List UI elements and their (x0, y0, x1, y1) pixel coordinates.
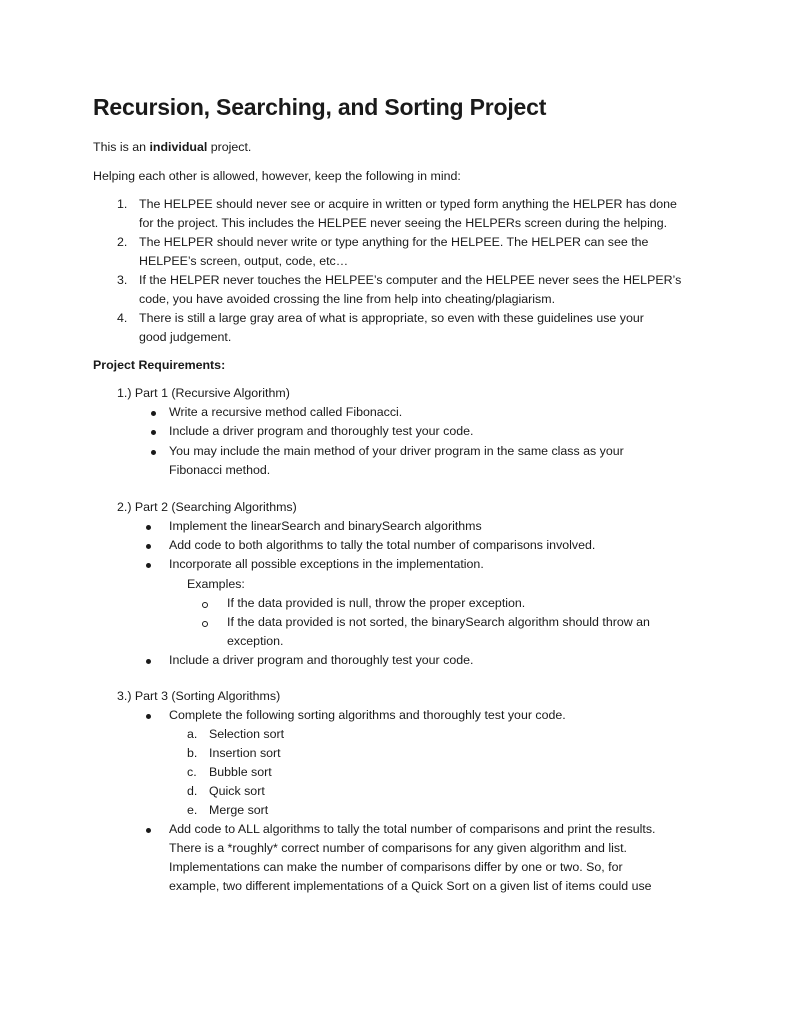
helping-note: Helping each other is allowed, however, keep the following in mind: (93, 169, 461, 183)
rule-text: good judgement. (139, 330, 232, 344)
bullet-text: Fibonacci method. (169, 463, 271, 477)
bullet-icon (151, 450, 156, 455)
sub-bullet-icon (202, 621, 208, 627)
intro-prefix: This is an (93, 140, 150, 154)
bullet-text: Implementations can make the number of comparisons differ by one or two. So, for (169, 860, 623, 874)
example-text: If the data provided is null, throw the proper exception. (227, 596, 526, 610)
bullet-text: Complete the following sorting algorithms and thoroughly test your code. (169, 708, 566, 722)
bullet-text: There is a *roughly* correct number of comparisons for any given algorithm and list. (169, 841, 627, 855)
part-heading: 2.) Part 2 (Searching Algorithms) (117, 500, 297, 514)
sort-letter: e. (187, 803, 198, 817)
example-text: exception. (227, 634, 284, 648)
sort-letter: b. (187, 746, 198, 760)
sub-bullet-icon (202, 602, 208, 608)
rule-number: 3. (117, 273, 128, 287)
sort-name: Quick sort (209, 784, 265, 798)
bullet-text: Write a recursive method called Fibonacci. (169, 405, 403, 419)
requirements-heading: Project Requirements: (93, 358, 226, 372)
sort-letter: d. (187, 784, 198, 798)
intro-emphasis: individual (149, 140, 208, 154)
bullet-text: example, two different implementations of a Quick Sort on a given list of items could use (169, 879, 652, 893)
part-heading: 3.) Part 3 (Sorting Algorithms) (117, 689, 281, 703)
sort-name: Selection sort (209, 727, 285, 741)
bullet-icon (146, 525, 151, 530)
rule-number: 1. (117, 197, 128, 211)
bullet-text: You may include the main method of your driver program in the same class as your (169, 444, 624, 458)
bullet-icon (151, 430, 156, 435)
example-text: If the data provided is not sorted, the binarySearch algorithm should throw an (227, 615, 650, 629)
bullet-icon (146, 544, 151, 549)
rule-text: The HELPER should never write or type anything for the HELPEE. The HELPER can see the (139, 235, 649, 249)
bullet-icon (146, 714, 151, 719)
part-heading: 1.) Part 1 (Recursive Algorithm) (117, 386, 290, 400)
sort-name: Insertion sort (209, 746, 281, 760)
sort-letter: c. (187, 765, 197, 779)
sort-letter: a. (187, 727, 198, 741)
intro-suffix: project. (207, 140, 252, 154)
bullet-icon (151, 411, 156, 416)
intro-line (93, 140, 251, 154)
bullet-text: Incorporate all possible exceptions in the implementation. (169, 557, 484, 571)
rule-text: for the project. This includes the HELPEE never seeing the HELPERs screen during the helping. (139, 216, 668, 230)
rule-number: 4. (117, 311, 128, 325)
rule-text: code, you have avoided crossing the line from help into cheating/plagiarism. (139, 292, 556, 306)
sort-name: Bubble sort (209, 765, 272, 779)
bullet-text: Add code to ALL algorithms to tally the total number of comparisons and print the results. (169, 822, 656, 836)
bullet-icon (146, 563, 151, 568)
sort-name: Merge sort (209, 803, 269, 817)
page-title: Recursion, Searching, and Sorting Project (93, 94, 547, 120)
rule-text: If the HELPER never touches the HELPEE’s computer and the HELPEE never sees the HELPER’s (139, 273, 682, 287)
bullet-text: Include a driver program and thoroughly test your code. (169, 424, 474, 438)
rule-number: 2. (117, 235, 128, 249)
bullet-text: Implement the linearSearch and binarySearch algorithms (169, 519, 482, 533)
rule-text: There is still a large gray area of what is appropriate, so even with these guidelines use your (139, 311, 644, 325)
bullet-icon (146, 659, 151, 664)
bullet-text: Add code to both algorithms to tally the total number of comparisons involved. (169, 538, 596, 552)
rule-text: HELPEE’s screen, output, code, etc… (139, 254, 349, 268)
examples-label: Examples: (187, 577, 245, 591)
bullet-icon (146, 828, 151, 833)
bullet-text: Include a driver program and thoroughly test your code. (169, 653, 474, 667)
rule-text: The HELPEE should never see or acquire in written or typed form anything the HELPER has done (139, 197, 677, 211)
